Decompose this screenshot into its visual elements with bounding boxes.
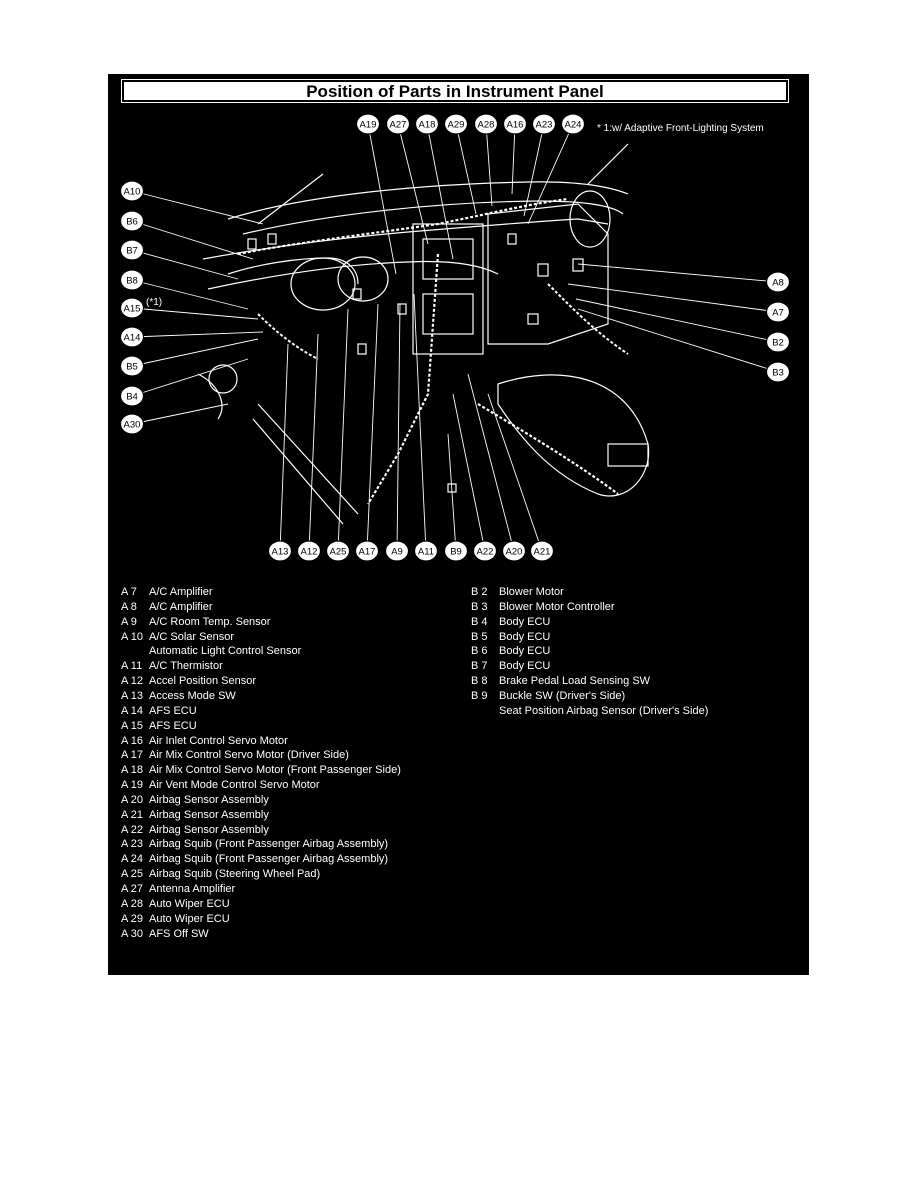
legend-description: Air Inlet Control Servo Motor (149, 734, 288, 747)
svg-text:B7: B7 (126, 245, 138, 257)
svg-text:A17: A17 (358, 546, 376, 558)
legend-description: A/C Room Temp. Sensor (149, 615, 271, 628)
svg-text:B4: B4 (126, 391, 138, 403)
leader-line (486, 124, 492, 206)
callout-b4 (121, 386, 144, 406)
svg-text:B3: B3 (772, 367, 784, 379)
svg-text:A30: A30 (123, 419, 141, 431)
legend-code: A 27 (121, 883, 144, 895)
legend-code: B 2 (471, 586, 488, 598)
leader-line (338, 309, 348, 551)
leader-line (468, 374, 514, 551)
legend-description: Blower Motor Controller (499, 600, 615, 613)
svg-text:A21: A21 (533, 546, 551, 558)
callout-a30 (121, 414, 144, 434)
legend-code: B 3 (471, 600, 488, 613)
callout-a24 (562, 114, 585, 134)
legend-code: A 28 (121, 897, 144, 910)
callout-b8 (121, 270, 144, 290)
legend-description: Body ECU (499, 630, 551, 643)
callout-a7 (767, 302, 790, 322)
legend-description: Automatic Light Control Sensor (149, 645, 302, 658)
legend-code: B 8 (471, 675, 488, 688)
legend-description: AFS ECU (149, 719, 197, 732)
legend-description: Air Mix Control Servo Motor (Front Passenger Side) (149, 764, 401, 777)
footnote: * 1:w/ Adaptive Front-Lighting System (597, 123, 764, 134)
legend-description: A/C Amplifier (149, 586, 213, 598)
leader-line (397, 304, 400, 551)
svg-text:A10: A10 (123, 186, 141, 198)
svg-text:A8: A8 (772, 277, 784, 289)
legend-code: A 14 (121, 704, 144, 717)
legend-description: Body ECU (499, 615, 551, 628)
legend-description: Seat Position Airbag Sensor (Driver's Side) (499, 704, 709, 717)
leader-line (456, 124, 476, 214)
legend-code: B 7 (471, 660, 488, 673)
legend-description: Body ECU (499, 660, 551, 673)
leader-line (309, 334, 318, 551)
leader-line (367, 304, 378, 551)
callout-a14 (121, 327, 144, 347)
svg-text:A16: A16 (506, 119, 524, 131)
legend-code: A 17 (121, 749, 144, 762)
legend-code: A 12 (121, 675, 144, 688)
svg-text:A19: A19 (359, 119, 377, 131)
legend-description: Buckle SW (Driver's Side) (499, 689, 626, 702)
callout-a19 (357, 114, 380, 134)
svg-text:A9: A9 (391, 546, 403, 558)
leader-line (132, 308, 258, 319)
svg-text:A18: A18 (418, 119, 436, 131)
star-note: (*1) (146, 297, 163, 308)
svg-text:A11: A11 (417, 546, 435, 558)
callout-a23 (533, 114, 556, 134)
legend-code: A 29 (121, 912, 144, 925)
leader-line (453, 394, 485, 551)
svg-text:B8: B8 (126, 275, 138, 287)
legend-description: Airbag Squib (Front Passenger Airbag Assembly) (149, 838, 389, 851)
leader-lines (132, 124, 778, 551)
legend-description: Antenna Amplifier (149, 883, 236, 895)
callout-a11 (415, 541, 438, 561)
legend-code: A 24 (121, 853, 144, 866)
legend-code: B 9 (471, 689, 488, 702)
svg-text:A14: A14 (123, 332, 141, 344)
leader-line (132, 332, 263, 337)
svg-text:A23: A23 (535, 119, 553, 131)
legend-description: Accel Position Sensor (149, 675, 256, 688)
callout-b6 (121, 211, 144, 231)
svg-text:A20: A20 (505, 546, 523, 558)
leader-line (568, 284, 778, 312)
legend-description: Auto Wiper ECU (149, 897, 230, 910)
legend-code: A 25 (121, 868, 144, 881)
diagram-title: Position of Parts in Instrument Panel (122, 80, 788, 102)
callout-a29 (445, 114, 468, 134)
svg-text:A25: A25 (329, 546, 347, 558)
callout-a10 (121, 181, 144, 201)
legend-code: A 7 (121, 586, 137, 598)
callout-b5 (121, 356, 144, 376)
legend-description: AFS ECU (149, 704, 197, 717)
callout-a13 (269, 541, 292, 561)
legend-description: Access Mode SW (149, 689, 236, 702)
legend-code: A 30 (121, 927, 144, 940)
leader-line (280, 344, 288, 551)
leader-line (576, 299, 778, 342)
legend-code: A 15 (121, 719, 144, 732)
instrument-panel-drawing (108, 74, 809, 564)
legend-description: AFS Off SW (149, 927, 209, 940)
leader-line (132, 191, 263, 224)
legend-code: A 16 (121, 734, 144, 747)
leader-line (368, 124, 396, 274)
callout-a9 (386, 541, 409, 561)
legend-code: B 6 (471, 645, 488, 658)
legend-description: Airbag Squib (Front Passenger Airbag Assembly) (149, 853, 389, 866)
callout-a28 (475, 114, 498, 134)
legend-code: A 8 (121, 600, 137, 613)
leader-line (132, 250, 238, 279)
leader-line (132, 221, 253, 259)
leader-line (528, 124, 573, 224)
dashboard-illustration (198, 144, 649, 524)
legend-code: A 10 (121, 630, 144, 643)
legend-description: Air Mix Control Servo Motor (Driver Side) (149, 749, 349, 762)
svg-text:A15: A15 (123, 303, 141, 315)
callout-a16 (504, 114, 527, 134)
callout-group (121, 114, 790, 561)
svg-text:A29: A29 (447, 119, 465, 131)
legend-description: Body ECU (499, 645, 551, 658)
legend-description: Air Vent Mode Control Servo Motor (149, 779, 320, 792)
svg-text:A7: A7 (772, 307, 784, 319)
legend-description: Brake Pedal Load Sensing SW (499, 675, 651, 688)
svg-text:A22: A22 (476, 546, 494, 558)
callout-a21 (531, 541, 554, 561)
callout-a12 (298, 541, 321, 561)
callout-a18 (416, 114, 439, 134)
callout-a8 (767, 272, 790, 292)
legend-code: B 4 (471, 615, 488, 628)
legend-code: A 13 (121, 689, 144, 702)
legend-description: Airbag Sensor Assembly (149, 808, 269, 821)
svg-text:A13: A13 (271, 546, 289, 558)
leader-line (414, 294, 426, 551)
callout-a22 (474, 541, 497, 561)
svg-text:B6: B6 (126, 216, 138, 228)
legend-code: A 22 (121, 823, 144, 836)
legend-code: A 9 (121, 615, 137, 628)
callout-a15 (121, 298, 144, 318)
leader-line (132, 404, 228, 424)
leader-line (488, 394, 542, 551)
legend-description: Blower Motor (499, 586, 564, 598)
legend-description: Airbag Squib (Steering Wheel Pad) (149, 868, 321, 881)
callout-b2 (767, 332, 790, 352)
legend-left (121, 585, 481, 950)
legend-code: A 18 (121, 764, 144, 777)
callout-b7 (121, 240, 144, 260)
legend-description: A/C Thermistor (149, 660, 223, 673)
callout-a20 (503, 541, 526, 561)
legend-description: Auto Wiper ECU (149, 912, 230, 925)
callout-a27 (387, 114, 410, 134)
legend-code: A 19 (121, 779, 144, 792)
legend-right (471, 585, 771, 725)
callout-b9 (445, 541, 468, 561)
legend-description: Airbag Sensor Assembly (149, 793, 269, 806)
svg-text:A27: A27 (389, 119, 407, 131)
svg-text:A12: A12 (300, 546, 318, 558)
svg-text:B2: B2 (772, 337, 784, 349)
callout-a25 (327, 541, 350, 561)
legend-description: Airbag Sensor Assembly (149, 823, 269, 836)
svg-text:B5: B5 (126, 361, 138, 373)
svg-text:A28: A28 (477, 119, 495, 131)
legend-code: A 23 (121, 838, 144, 851)
callout-a17 (356, 541, 379, 561)
legend-description: A/C Amplifier (149, 600, 213, 613)
callout-b3 (767, 362, 790, 382)
legend-code: A 21 (121, 808, 144, 821)
legend-code: A 20 (121, 793, 144, 806)
legend-code: B 5 (471, 630, 488, 643)
svg-text:B9: B9 (450, 546, 462, 558)
svg-text:A24: A24 (564, 119, 582, 131)
legend-code: A 11 (121, 660, 143, 673)
legend-description: A/C Solar Sensor (149, 630, 234, 643)
